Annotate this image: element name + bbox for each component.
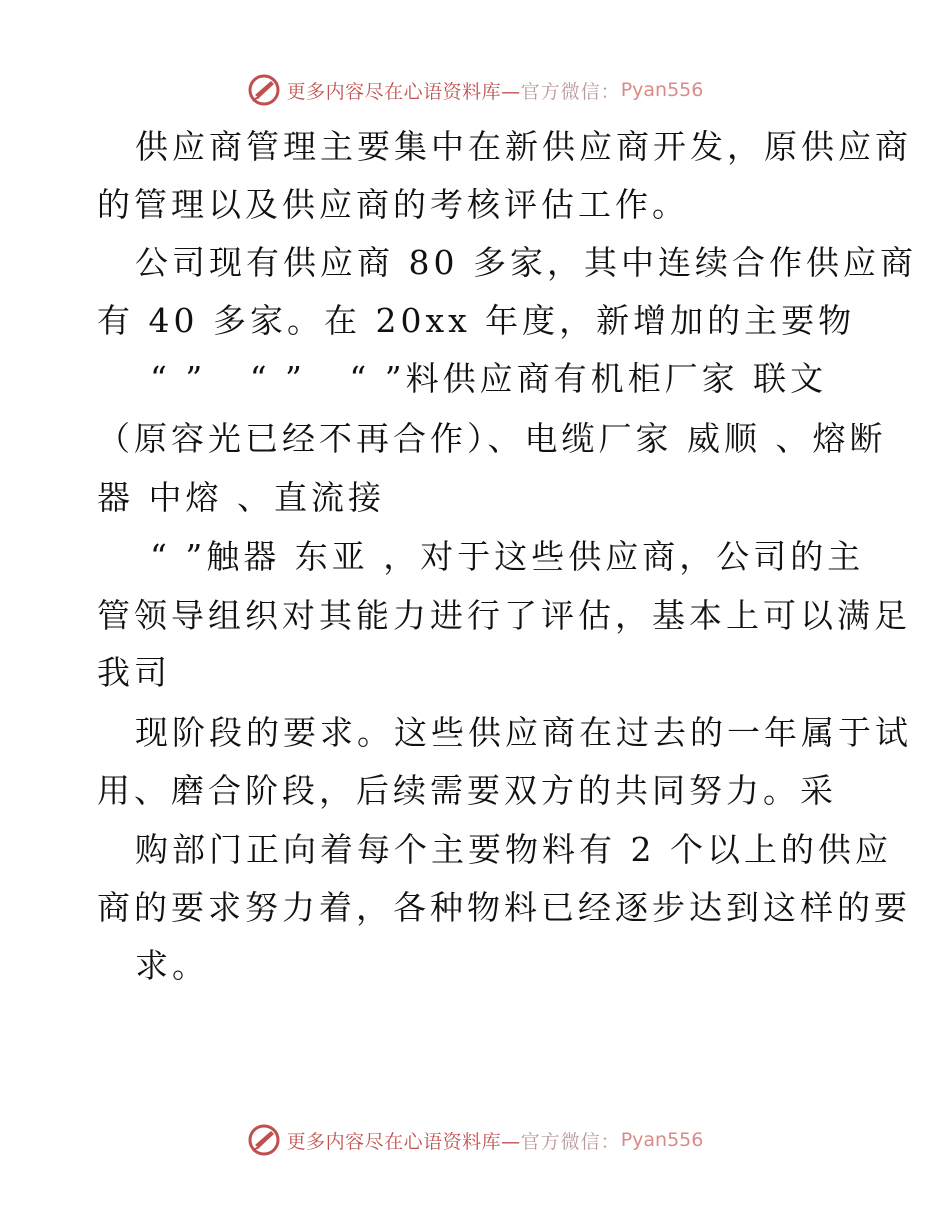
banner-wechat-label: 官方微信： <box>520 1130 621 1153</box>
banner-wechat-id: Pyan556 <box>620 1129 704 1151</box>
body-line: 供应商管理主要集中在新供应商开发，原供应商 <box>135 127 912 166</box>
body-line: 有 40 多家。在 20xx 年度，新增加的主要物 <box>97 301 856 340</box>
body-line: 的管理以及供应商的考核评估工作。 <box>97 185 689 224</box>
footer-banner <box>0 1120 950 1160</box>
body-line: 用、磨合阶段，后续需要双方的共同努力。采 <box>97 771 837 810</box>
body-line: “ ” “ ” “ ”料供应商有机柜厂家 联文 <box>150 359 828 398</box>
body-line: 求。 <box>135 946 209 985</box>
body-line: （原容光已经不再合作）、电缆厂家 威顺 、熔断 <box>97 419 887 458</box>
body-line: 现阶段的要求。这些供应商在过去的一年属于试 <box>135 713 912 752</box>
body-line: 器 中熔 、直流接 <box>97 478 385 517</box>
logo-icon <box>247 73 281 107</box>
banner-text: 更多内容尽在心语资料库— <box>286 80 521 103</box>
body-line: 商的要求努力着，各种物料已经逐步达到这样的要 <box>97 888 911 927</box>
logo-icon <box>247 1123 281 1157</box>
body-line: 我司 <box>97 653 171 692</box>
banner-wechat-label: 官方微信： <box>520 80 621 103</box>
body-line: 公司现有供应商 80 多家，其中连续合作供应商 <box>135 243 917 282</box>
body-line: “ ”触器 东亚 ，对于这些供应商，公司的主 <box>150 537 865 576</box>
header-banner <box>0 70 950 110</box>
banner-wechat-id: Pyan556 <box>620 79 704 101</box>
banner-text: 更多内容尽在心语资料库— <box>286 1130 521 1153</box>
body-line: 管领导组织对其能力进行了评估，基本上可以满足 <box>97 596 911 635</box>
body-line: 购部门正向着每个主要物料有 2 个以上的供应 <box>135 830 892 869</box>
